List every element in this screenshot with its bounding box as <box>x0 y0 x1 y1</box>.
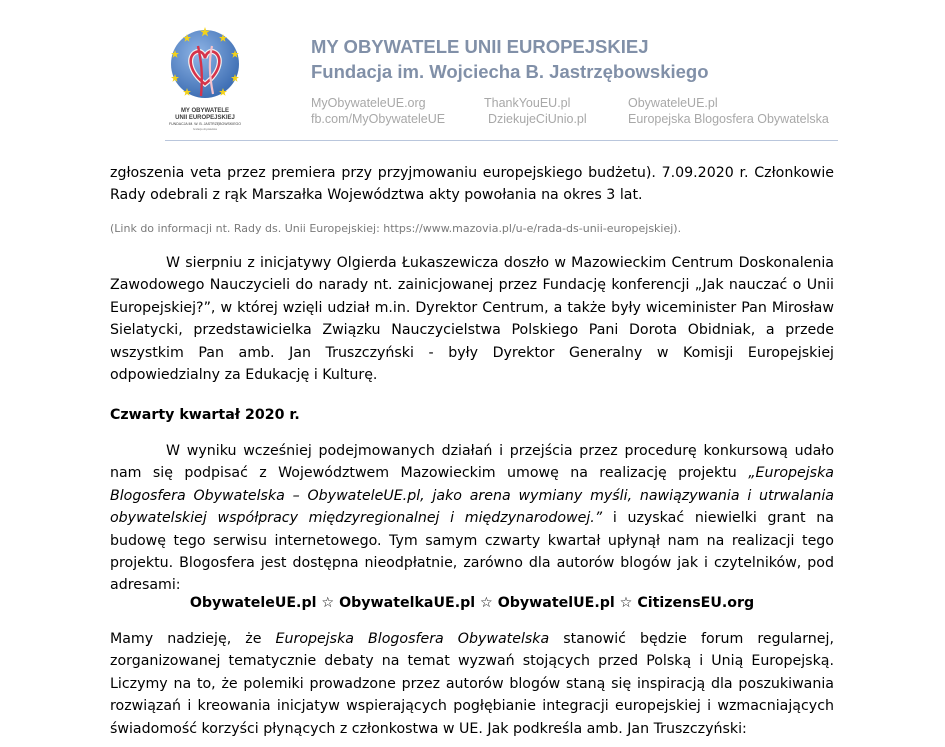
rada-link-note: (Link do informacji nt. Rady ds. Unii Europejskiej: https://www.mazovia.pl/u-e/rada-ds-unii-europejskiej). <box>110 222 682 235</box>
section-heading-q4: Czwarty kwartał 2020 r. <box>110 407 300 423</box>
paragraph-1: zgłoszenia veta przez premiera przy przyjmowaniu europejskiego budżetu). 7.09.2020 r. Członkowie Rady odebrali z rąk Marszałka Województwa akty powołania na okres 3 lat. <box>110 165 834 204</box>
link-myobywateleue-org[interactable]: MyObywateleUE.org <box>311 96 426 110</box>
link-obywateleue-pl[interactable]: ObywateleUE.pl <box>628 96 718 110</box>
header-title: MY OBYWATELE UNII EUROPEJSKIEJ <box>311 36 649 57</box>
paragraph-4-text-a: Mamy nadzieję, że <box>110 631 276 647</box>
blogosfera-name: Europejska Blogosfera Obywatelska <box>275 631 550 647</box>
link-dziekujeciunio[interactable]: DziekujeCiUnio.pl <box>488 112 587 126</box>
logo-caption-line4: fundacja obywatelska <box>193 128 217 131</box>
logo-caption-line3: FUNDACJA IM. W. B. JASTRZĘBOWSKIEGO <box>169 122 241 126</box>
paragraph-3-text-a: W wyniku wcześniej podejmowanych działań i przejścia przez procedurę konkursową udało nam się podpisać z Województwem Mazowieckim umowę na realizację projektu <box>110 443 834 482</box>
header-divider <box>165 140 838 141</box>
link-thankyoueu[interactable]: ThankYouEU.pl <box>484 96 571 110</box>
link-blogosfera[interactable]: Europejska Blogosfera Obywatelska <box>628 112 829 126</box>
link-facebook[interactable]: fb.com/MyObywateleUE <box>311 112 446 126</box>
paragraph-3-text-b: i uzyskać niewielki grant na budowę tego serwisu internetowego. Tym samym czwarty kwartał upłynął nam na realizacji tego projektu. Blogosfera jest dostępna nieodpłatnie, zarówno dla autorów blogów jak i czytelników, pod adresami: <box>110 510 834 594</box>
paragraph-2: W sierpniu z inicjatywy Olgierda Łukaszewicza doszło w Mazowieckim Centrum Doskonalenia Zawodowego Nauczycieli do narady nt. zainicjowanej przez Fundację konferencji „Jak nauczać o Unii Europejskiej?”, w której wzięli udział m.in. Dyrektor Centrum, a także były wiceminister Pan Mirosław Sielatycki, przedstawicielka Związku Nauczycielstwa Polskiego Pani Dorota Obidniak, a przede wszystkim Pan amb. Jan Truszczyński - były Dyrektor Generalny w Komisji Europejskiej odpowiedzialny za Edukację i Kulturę. <box>110 255 834 384</box>
paragraph-4 <box>110 628 834 740</box>
logo-emblem-icon <box>165 22 245 108</box>
foundation-logo <box>165 22 245 134</box>
paragraph-3 <box>110 440 834 597</box>
logo-caption-line1: MY OBYWATELE <box>180 108 230 114</box>
project-title: „Europejska Blogosfera Obywatelska – ObywateleUE.pl, jako arena wymiany myśli, nawiązywania i utrwalania obywatelskiej współpracy międzyregionalnej i międzynarodowej.” <box>110 465 834 527</box>
header-subtitle: Fundacja im. Wojciecha B. Jastrzębowskiego <box>311 61 709 82</box>
paragraph-4-text-b: stanowić będzie forum regularnej, zorganizowanej tematycznie debaty na temat wyzwań stojących przed Polską i Unią Europejską. Liczymy na to, że polemiki prowadzone przez autorów blogów staną się inspiracją dla poszukiwania rozwiązań i kreowania inicjatyw wspierających pogłębianie integracji europejskiej i wzmacniających świadomość korzyści płynących z członkostwa w UE. Jak podkreśla amb. Jan Truszczyński: <box>110 631 834 737</box>
logo-caption-line2: UNII EUROPEJSKIEJ <box>175 115 235 121</box>
blogosfera-addresses: ObywateleUE.pl ☆ ObywatelkaUE.pl ☆ ObywatelUE.pl ☆ CitizensEU.org <box>189 595 755 611</box>
